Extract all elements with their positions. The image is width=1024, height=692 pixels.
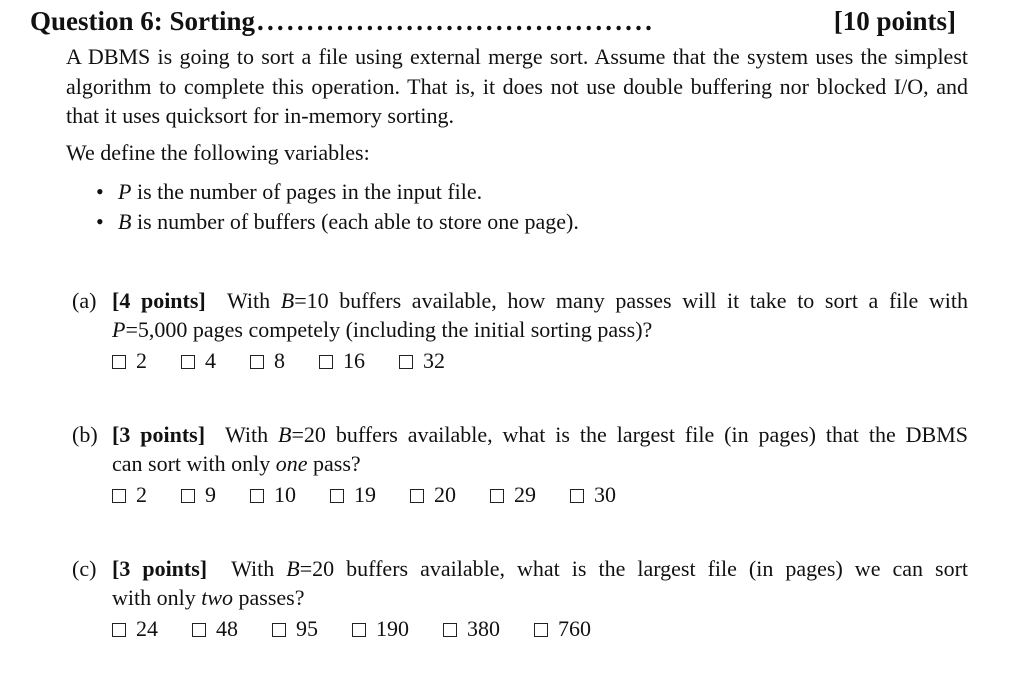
checkbox-icon[interactable] (112, 489, 126, 503)
checkbox-icon[interactable] (410, 489, 424, 503)
checkbox-icon[interactable] (250, 489, 264, 503)
option-checkbox[interactable]: 20 (410, 480, 456, 510)
part-question-line1: [3 points] With B=20 buffers available, what is the largest file (in pages) we can sort (112, 556, 969, 581)
definition-item (96, 207, 579, 237)
bullet-icon: • (96, 209, 104, 234)
part-question-line1: [3 points] With B=20 buffers available, what is the largest file (in pages) that the DBMS (112, 422, 969, 447)
option-checkbox[interactable]: 2 (112, 346, 147, 376)
part-points: [4 points] (112, 288, 206, 313)
part-question-line2: P=5,000 pages competely (including the initial sorting pass)? (112, 317, 653, 342)
option-checkbox[interactable]: 95 (272, 614, 318, 644)
part-question-line1: [4 points] With B=10 buffers available, how many passes will it take to sort a file with (112, 288, 969, 313)
part-label: (c) (72, 556, 97, 581)
checkbox-icon[interactable] (352, 623, 366, 637)
option-checkbox[interactable]: 32 (399, 346, 445, 376)
checkbox-icon[interactable] (534, 623, 548, 637)
option-checkbox[interactable]: 19 (330, 480, 376, 510)
answer-options (72, 480, 968, 510)
variable-name: B (118, 209, 132, 234)
option-checkbox[interactable]: 9 (181, 480, 216, 510)
leader-dots: ........................................ (257, 6, 656, 36)
question-points: [10 points] (833, 6, 956, 36)
option-checkbox[interactable]: 30 (570, 480, 616, 510)
checkbox-icon[interactable] (443, 623, 457, 637)
option-checkbox[interactable]: 760 (534, 614, 591, 644)
definition-item (96, 177, 579, 207)
checkbox-icon[interactable] (250, 355, 264, 369)
part-points: [3 points] (112, 422, 206, 447)
definitions-list (96, 177, 579, 237)
option-checkbox[interactable]: 4 (181, 346, 216, 376)
part-b (72, 420, 968, 510)
checkbox-icon[interactable] (112, 623, 126, 637)
definition-text: is the number of pages in the input file. (131, 179, 483, 204)
checkbox-icon[interactable] (399, 355, 413, 369)
option-checkbox[interactable]: 2 (112, 480, 147, 510)
answer-options (72, 346, 968, 376)
option-checkbox[interactable]: 190 (352, 614, 409, 644)
option-checkbox[interactable]: 8 (250, 346, 285, 376)
option-checkbox[interactable]: 24 (112, 614, 158, 644)
checkbox-icon[interactable] (181, 355, 195, 369)
option-checkbox[interactable]: 29 (490, 480, 536, 510)
checkbox-icon[interactable] (192, 623, 206, 637)
checkbox-icon[interactable] (112, 355, 126, 369)
part-question-line2: can sort with only one pass? (112, 451, 361, 476)
part-label: (b) (72, 422, 98, 447)
definition-text: is number of buffers (each able to store one page). (131, 209, 579, 234)
checkbox-icon[interactable] (272, 623, 286, 637)
part-label: (a) (72, 288, 97, 313)
part-question-line2: with only two passes? (112, 585, 305, 610)
checkbox-icon[interactable] (570, 489, 584, 503)
option-checkbox[interactable]: 380 (443, 614, 500, 644)
checkbox-icon[interactable] (490, 489, 504, 503)
definitions-lead: We define the following variables: (66, 140, 370, 165)
answer-options (72, 614, 968, 644)
checkbox-icon[interactable] (181, 489, 195, 503)
option-checkbox[interactable]: 16 (319, 346, 365, 376)
checkbox-icon[interactable] (319, 355, 333, 369)
variable-name: P (118, 179, 132, 204)
question-header (30, 6, 956, 42)
checkbox-icon[interactable] (330, 489, 344, 503)
part-c (72, 554, 968, 644)
option-checkbox[interactable]: 10 (250, 480, 296, 510)
question-title: Question 6: Sorting (30, 6, 256, 36)
bullet-icon: • (96, 179, 104, 204)
intro-paragraph: A DBMS is going to sort a file using external merge sort. Assume that the system uses the simplest algorithm to complete this operation. That is, it does not use double buffering nor blocked I/O, and that it uses quicksort for in-memory sorting. (66, 44, 968, 128)
part-points: [3 points] (112, 556, 208, 581)
option-checkbox[interactable]: 48 (192, 614, 238, 644)
part-a (72, 286, 968, 376)
